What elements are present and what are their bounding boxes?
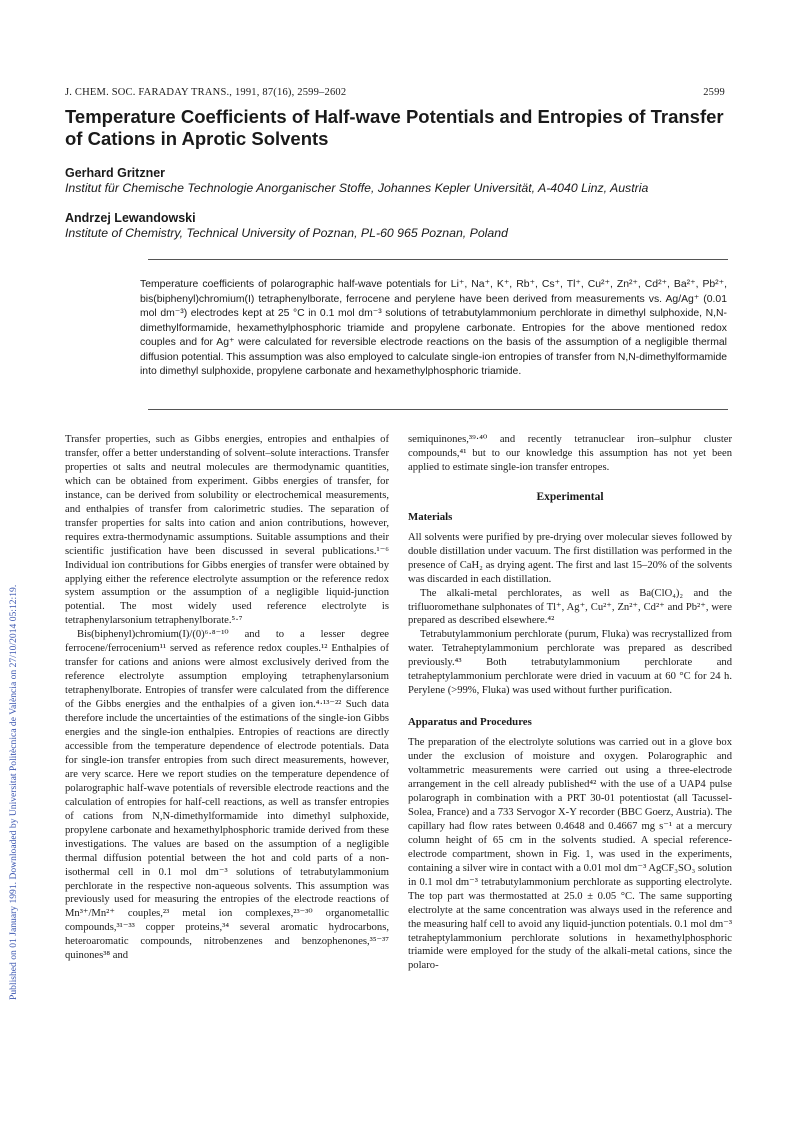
- abstract: Temperature coefficients of polarographic half-wave potentials for Li⁺, Na⁺, K⁺, Rb⁺, Cs⁺, Tl⁺, Cu²⁺, Zn²⁺, Cd²⁺, Ba²⁺, Pb²⁺, bis(biphenyl)chromium(I) tetraphenylborate, ferrocene and perylene have been derived from measurements vs. Ag/Ag⁺ (0.01 mol dm⁻³) electrodes kept at 25 °C in 0.1 mol dm⁻³ solutions of tetrabutylammonium perchlorate in dimethyl sulphoxide, N,N-dimethylformamide, hexamethylphosphoric triamide and propylene carbonate. Entropies for the above mentioned redox couples and for Ag⁺ were calculated for reversible electrode reactions on the basis of the assumption of a negligible thermal diffusion potential. This assumption was also employed to calculate single-ion entropies of transfer from N,N-dimethylformamide into dimethyl sulphoxide, propylene carbonate and hexamethylphosphoric triamide.: [140, 279, 727, 377]
- body-paragraph: Tetrabutylammonium perchlorate (purum, Fluka) was recrystallized from water. Tetraheptylammonium perchlorate was prepared as described previously.⁴³ Both tetrabutylammonium perchlorate and tetraheptylammonium perchlorate were dried in vacuum at 60 °C for 24 h. Perylene (>99%, Fluka) was used without further purification.: [408, 629, 732, 697]
- right-column: [408, 433, 732, 973]
- download-stamp-text: Published on 01 January 1991. Downloaded by Universitat Politècnica de València on 27/10/2014 05:12:19.: [8, 584, 19, 1000]
- body-paragraph: All solvents were purified by pre-drying over molecular sieves followed by double distillation under vacuum. The first distillation was performed in the presence of CaH₂ as drying agent. The first and last 15–20% of the solvents was discarded in each distillation.: [408, 531, 732, 585]
- left-column: [65, 433, 389, 963]
- abstract-bottom-rule: [148, 409, 728, 410]
- running-head: [65, 87, 725, 98]
- abstract-top-rule: [148, 259, 728, 260]
- author-affiliation-1: Institut für Chemische Technologie Anorganischer Stoffe, Johannes Kepler Universität, A-4040 Linz, Austria: [65, 181, 649, 195]
- author-name-1: Gerhard Gritzner: [65, 166, 166, 180]
- journal-citation: J. CHEM. SOC. FARADAY TRANS., 1991, 87(16), 2599–2602: [65, 87, 347, 98]
- author-affiliation-2: Institute of Chemistry, Technical University of Poznan, PL-60 965 Poznan, Poland: [65, 226, 508, 240]
- body-paragraph: Bis(biphenyl)chromium(I)/(0)⁶·⁸⁻¹⁰ and to a lesser degree ferrocene/ferrocenium¹¹ served as reference redox couples.¹² Enthalpies of transfer for cations and anions were almost exclusively derived from the reference electrolyte assumption employing tetraphenylarsonium tetraphenylborate. Entropies of transfer were calculated from the difference of the Gibbs energies and the enthalpies of a given ion.⁴·¹³⁻²² Such data therefore include the uncertainties of the estimations of the single-ion Gibbs energies and the single-ion enthalpies. Entropies of reactions are directly accessible from the temperature dependence of electrode potentials. Data for single-ion transfer entropies from such direct measurements, however, are very scarce. Here we report studies on the temperature dependence of polarographic half-wave potentials of reversible electrode reactions and the calculation of entropies for half-cell reactions, as well as transfer entropies of cations from N,N-dimethylformamide into dimethyl sulphoxide, propylene carbonate and hexamethylphosphoric tramide derived from these investigations. The values are based on the assumption of a negligible thermal diffusion potential between the hot and cold parts of a non-isothermal cell in 0.1 mol dm⁻³ solutions of tetrabutylammonium perchlorate in the respective non-aqueous solvents. This assumption was previously used for measuring the entropies of the electrode reactions of Mn³⁺/Mn²⁺ couples,²³ metal ion complexes,²³⁻³⁰ organometallic compounds,³¹⁻³³ copper proteins,³⁴ several aromatic hydrocarbons, heteroaromatic compounds, nitrobenzenes and benzophenones,³⁵⁻³⁷ quinones³⁸ and: [65, 629, 389, 962]
- subsection-heading-materials: Materials: [408, 510, 453, 523]
- subsection-heading-apparatus: Apparatus and Procedures: [408, 716, 532, 729]
- article-title: Temperature Coefficients of Half-wave Potentials and Entropies of Transfer of Cations in Aprotic Solvents: [65, 106, 724, 149]
- body-paragraph: Transfer properties, such as Gibbs energies, entropies and enthalpies of transfer, offer a better understanding of solvent–solute interactions. Transfer properties ot salts and neutral molecules are thermodynamic quantities, which can be obtained from experiment. Gibbs energies of transfer, for instance, can be derived from solubility or electrochemical measurements, and enthalpies of transfer from calorimetric studies. The separation of transfer properties for salts into cation and anion contributions, however, requires extra-thermodynamic assumptions. Suitable assumptions and their scientific justification have been discussed in several publications.¹⁻⁶ Individual ion contributions for Gibbs energies of transfer were obtained by applying either the reference electrolyte assumption or the reference redox system assumption or the assumption of a negligible liquid-junction potential. The most widely used reference electrolyte is tetraphenylarsonium tetraphenylborate.⁵·⁷: [65, 434, 389, 627]
- body-paragraph: The alkali-metal perchlorates, as well as Ba(ClO₄)₂ and the trifluoromethane sulphonates of Tl⁺, Ag⁺, Cu²⁺, Zn²⁺, Cd²⁺ and Pb²⁺, were prepared as described elsewhere.⁴²: [408, 587, 732, 627]
- body-paragraph: The preparation of the electrolyte solutions was carried out in a glove box under the exclusion of moisture and oxygen. Polarographic and voltammetric measurements were carried out using a three-electrode arrangement in the cell already published⁴² with the use of a UAP4 pulse polarograph in combination with a PRT 30-01 potentiostat (all Tacussel-Solea, France) and a 733 Servogor X-Y recorder (BBC Goerz, Austria). The capillary had flow rates between 0.4648 and 0.4667 mg s⁻¹ at a mercury column height of 65 cm in the solvents studied. A special reference-electrode compartment, shown in Fig. 1, was used in the experiments, containing a silver wire in contact with a 0.01 mol dm⁻³ AgCF₃SO₃ solution in 0.1 mol dm⁻³ tetrabutylammonium perchlorate as supporting electrolyte. The top part was thermostatted at 25.0 ± 0.05 °C. The same supporting electrolyte at the same concentration was always used in the reference and the measuring half cell to avoid any liquid-junction potentials. 0.1 mol dm⁻³ tetraheptylammonium perchlorate solutions in hexamethylphosphoric triamide were employed for the study of the alkali-metal cations, since the polaro-: [408, 737, 732, 972]
- download-stamp: [6, 190, 20, 1000]
- section-heading-experimental: Experimental: [536, 490, 604, 503]
- page-number: 2599: [703, 87, 725, 98]
- author-name-2: Andrzej Lewandowski: [65, 211, 196, 225]
- body-paragraph: semiquinones,³⁹·⁴⁰ and recently tetranuclear iron–sulphur cluster compounds,⁴¹ but to our knowledge this assumption has not yet been applied to estimate single-ion transfer entropes.: [408, 434, 732, 473]
